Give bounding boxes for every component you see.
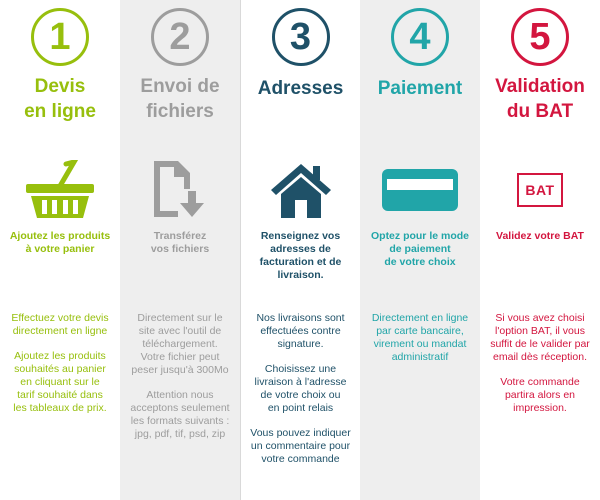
step-paiement [360,0,480,500]
step-number-badge: 2 [151,8,209,66]
step-title: Envoi de fichiers [140,76,220,122]
step-title: Adresses [257,78,344,99]
step-action: Transférez vos fichiers [150,230,210,255]
step-details: Directement en ligne par carte bancaire, virement ou mandat administratif [371,312,469,363]
step-devis [0,0,120,500]
step-title: Devis en ligne [24,76,96,122]
step-action: Ajoutez les produits à votre panier [9,230,111,255]
house-icon [256,160,346,220]
step-number-badge: 1 [31,8,89,66]
step-action: Validez votre BAT [496,230,584,242]
step-number-badge: 5 [511,8,569,66]
step-details: Effectuez votre devis directement en ligne Ajoutez les produits souhaités au panier en cliquant sur le tarif souhaité dans les tableaux de prix. [11,312,109,414]
step-adresses [240,0,360,500]
step-validation-bat [480,0,600,500]
step-envoi-fichiers [120,0,240,500]
step-title: Paiement [377,78,463,99]
step-action: Renseignez vos adresses de facturation et de livraison. [259,230,342,281]
step-title: Validation du BAT [495,76,585,122]
step-number-badge: 3 [272,8,330,66]
file-download-icon [135,160,225,220]
bat-proof-label: BAT [517,173,563,207]
step-details: Nos livraisons sont effectuées contre signature. Choisissez une livraison à l'adresse de votre choix ou en point relais Vous pouvez indiquer un commentaire pour votre commande [250,312,351,465]
step-number-badge: 4 [391,8,449,66]
step-details: Si vous avez choisi l'option BAT, il vous suffit de le valider par email dès réception. Votre commande partira alors en impression. [490,312,590,414]
step-details: Directement sur le site avec l'outil de téléchargement. Votre fichier peut peser jusqu'à 300Mo Attention nous acceptons seulement les formats suivants : jpg, pdf, tif, psd, zip [130,312,230,440]
bat-proof-icon [495,160,585,220]
step-action: Optez pour le mode de paiement de votre choix [370,230,469,268]
shopping-basket-icon [15,160,105,220]
credit-card-icon [375,160,465,220]
